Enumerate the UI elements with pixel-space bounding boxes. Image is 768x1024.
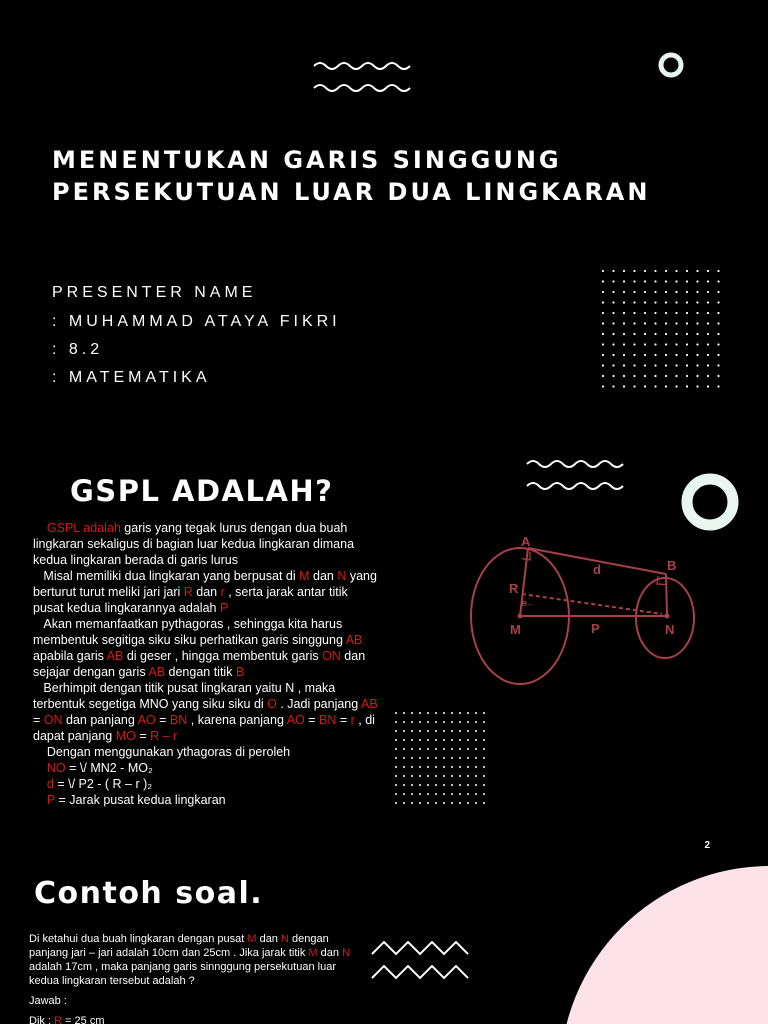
paragraph-4: [33, 680, 378, 744]
paragraph-5: [33, 744, 378, 760]
text: = \/ P2 - ( R – r )₂: [53, 777, 153, 791]
formula-3: [33, 792, 378, 808]
paragraph-2: [33, 568, 378, 616]
var: BN: [319, 713, 337, 727]
text: apabila garis: [33, 649, 107, 663]
point-m: [518, 614, 523, 619]
definition-slide: [0, 440, 768, 860]
title-line-2: PERSEKUTUAN LUAR DUA LINGKARAN: [52, 178, 651, 206]
var: O: [267, 697, 277, 711]
var: AO: [137, 713, 156, 727]
var: N: [342, 947, 351, 959]
section-heading: GSPL ADALAH?: [70, 474, 334, 508]
text: Berhimpit dengan titik pusat lingkaran yaitu N , maka terbentuk segetiga MNO yang siku siku di: [33, 681, 336, 711]
var: N: [280, 933, 289, 945]
text: dan: [192, 585, 221, 599]
text: dan: [256, 933, 281, 945]
formula-2: [33, 776, 378, 792]
known-values: [29, 1014, 364, 1024]
var: M: [308, 947, 318, 959]
text: . Jadi panjang: [276, 697, 361, 711]
text: Dik :: [29, 1015, 55, 1024]
text: dan: [317, 947, 343, 959]
text: garis yang tegak lurus dengan dua buah lingkaran sekaligus di bagian luar kedua lingkaran dimana kedua lingkaran berada di garis lurus: [33, 521, 355, 567]
ring-decoration: [656, 50, 686, 80]
var: P: [46, 793, 56, 807]
circle-n: [636, 578, 694, 658]
term-gspl: GSPL adalah: [46, 521, 121, 535]
text: adalah 17cm , maka panjang garis sinnggung persekutuan luar kedua lingkaran tersebut adalah ?: [29, 961, 336, 987]
var: r: [220, 585, 225, 599]
var: M: [299, 569, 310, 583]
explanation-text: [33, 520, 378, 808]
pink-circle-decoration: [560, 866, 768, 1024]
text: = Jarak pusat kedua lingkaran: [55, 793, 226, 807]
right-angle-a: [522, 552, 530, 560]
text: Dengan menggunakan ythagoras di peroleh: [46, 745, 291, 759]
text: Misal memiliki dua lingkaran yang berpusat di: [43, 569, 300, 583]
var: AO: [286, 713, 305, 727]
var: r: [350, 713, 355, 727]
slide-title: [52, 144, 650, 208]
var: AB: [148, 665, 166, 679]
text: dan: [309, 569, 338, 583]
label-a: A: [521, 534, 531, 549]
var: P: [219, 601, 229, 615]
text: =: [135, 729, 151, 743]
label-d: d: [593, 562, 601, 577]
text: dan sejajar dengan garis: [33, 649, 366, 679]
var: R: [183, 585, 193, 599]
label-p: P: [591, 621, 600, 636]
text: =: [336, 713, 351, 727]
example-slide: [0, 860, 768, 1024]
var: d: [46, 777, 54, 791]
var: ON: [322, 649, 341, 663]
label-b: B: [667, 558, 677, 573]
section-heading: Contoh soal.: [34, 876, 264, 911]
ring-decoration: [676, 468, 744, 536]
var: M: [247, 933, 257, 945]
answer-label: Jawab :: [29, 995, 67, 1007]
label-m: M: [510, 622, 521, 637]
radius-nb: [666, 574, 667, 616]
var: BN: [169, 713, 188, 727]
presenter-name: : MUHAMMAD ATAYA FIKRI: [52, 313, 341, 330]
text: dengan panjang jari – jari adalah 10cm dan 25cm . Jika jarak titik: [29, 933, 329, 959]
title-line-1: MENENTUKAN GARIS SINGGUNG: [52, 146, 562, 174]
tangent-diagram: [460, 530, 710, 690]
text: yang berturut turut meliki jari jari: [33, 569, 377, 599]
page-number: 2: [704, 840, 710, 851]
text: =: [155, 713, 170, 727]
var: R: [54, 1015, 63, 1024]
paragraph-3: [33, 616, 378, 680]
var: NO: [46, 761, 66, 775]
text: = \/ MN2 - MO₂: [65, 761, 153, 775]
text: Di ketahui dua buah lingkaran dengan pusat: [29, 933, 248, 945]
dot-grid-decoration: [393, 710, 491, 810]
var: AB: [361, 697, 378, 711]
text: di geser , hingga membentuk garis: [123, 649, 323, 663]
text: =: [304, 713, 319, 727]
presenter-class: : 8.2: [52, 341, 104, 358]
var: ON: [43, 713, 63, 727]
zigzag-decoration: [368, 938, 478, 984]
paragraph-1: [33, 520, 378, 568]
title-slide: [0, 0, 768, 440]
text: , di dapat panjang: [33, 713, 375, 743]
var: AB: [106, 649, 124, 663]
presenter-subject: : MATEMATIKA: [52, 369, 211, 386]
var: B: [235, 665, 245, 679]
text: , karena panjang: [187, 713, 287, 727]
point-n: [665, 614, 670, 619]
var: N: [337, 569, 347, 583]
question-text: [29, 932, 364, 1024]
var: R – r: [150, 729, 178, 743]
label-n: N: [665, 622, 675, 637]
label-r-big: R: [509, 581, 519, 596]
label-r-small: R↔: [522, 601, 535, 608]
var: AB: [345, 633, 363, 647]
presenter-label: PRESENTER NAME: [52, 284, 257, 301]
dot-grid-decoration: [600, 268, 726, 392]
question: [29, 932, 364, 988]
text: , serta jarak antar titik pusat kedua lingkarannya adalah: [33, 585, 348, 615]
text: dan panjang: [62, 713, 138, 727]
text: Akan memanfaatkan pythagoras , sehingga kita harus membentuk segitiga siku siku perhatikan garis singgung: [33, 617, 346, 647]
text: =: [33, 713, 44, 727]
text: dengan titik: [165, 665, 236, 679]
wave-decoration: [523, 456, 629, 496]
formula-1: [33, 760, 378, 776]
var: MO: [115, 729, 136, 743]
wave-decoration: [310, 58, 416, 98]
text: = 25 cm: [62, 1015, 105, 1024]
